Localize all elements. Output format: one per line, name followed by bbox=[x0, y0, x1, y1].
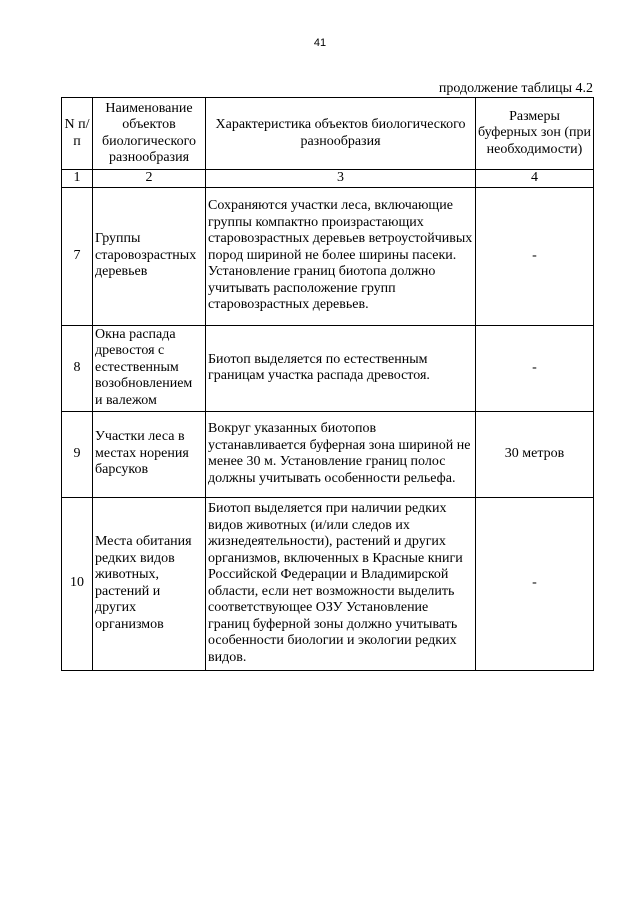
row-description: Сохраняются участки леса, включающие группы компактно произрастающих старовозрастных деревьев ветроустойчивых пород шириной не более ширины пасеки. Установление границ биотопа должно учитывать расположение групп старовозрастных деревьев. bbox=[206, 187, 476, 325]
row-description: Биотоп выделяется при наличии редких видов животных (и/или следов их жизнедеятельности), растений и других организмов, включенных в Красные книги Российской Федерации и Владимирской области, если нет возможности выделить соответствующее ОЗУ Установление границ буферной зоны должно учитывать особенности биологии и экологии редких видов. bbox=[206, 497, 476, 670]
row-num: 7 bbox=[62, 187, 93, 325]
table-row bbox=[62, 497, 594, 670]
header-buffer-size: Размеры буферных зон (при необходимости) bbox=[476, 98, 594, 170]
row-buffer-size: - bbox=[476, 497, 594, 670]
row-description: Вокруг указанных биотопов устанавливается буферная зона шириной не менее 30 м. Установление границ полос должны учитывать особенности рельефа. bbox=[206, 411, 476, 497]
row-name: Места обитания редких видов животных, растений и других организмов bbox=[93, 497, 206, 670]
table-row bbox=[62, 325, 594, 411]
table-continuation-label: продолжение таблицы 4.2 bbox=[438, 81, 593, 96]
column-index: 4 bbox=[476, 170, 594, 188]
page-number: 41 bbox=[313, 37, 327, 49]
header-name: Наименование объектов биологического разнообразия bbox=[93, 98, 206, 170]
biodiversity-table bbox=[61, 97, 594, 671]
row-num: 8 bbox=[62, 325, 93, 411]
row-name: Группы старовозрастных деревьев bbox=[93, 187, 206, 325]
row-num: 10 bbox=[62, 497, 93, 670]
table-row bbox=[62, 411, 594, 497]
table-row bbox=[62, 187, 594, 325]
row-buffer-size: - bbox=[476, 187, 594, 325]
row-buffer-size: 30 метров bbox=[476, 411, 594, 497]
row-num: 9 bbox=[62, 411, 93, 497]
table-header-row bbox=[62, 98, 594, 170]
header-description: Характеристика объектов биологического разнообразия bbox=[206, 98, 476, 170]
row-buffer-size: - bbox=[476, 325, 594, 411]
row-name: Окна распада древостоя с естественным возобновлением и валежом bbox=[93, 325, 206, 411]
row-description: Биотоп выделяется по естественным границам участка распада древостоя. bbox=[206, 325, 476, 411]
column-index: 1 bbox=[62, 170, 93, 188]
header-num: N п/п bbox=[62, 98, 93, 170]
column-index: 2 bbox=[93, 170, 206, 188]
row-name: Участки леса в местах норения барсуков bbox=[93, 411, 206, 497]
column-index: 3 bbox=[206, 170, 476, 188]
column-index-row bbox=[62, 170, 594, 188]
